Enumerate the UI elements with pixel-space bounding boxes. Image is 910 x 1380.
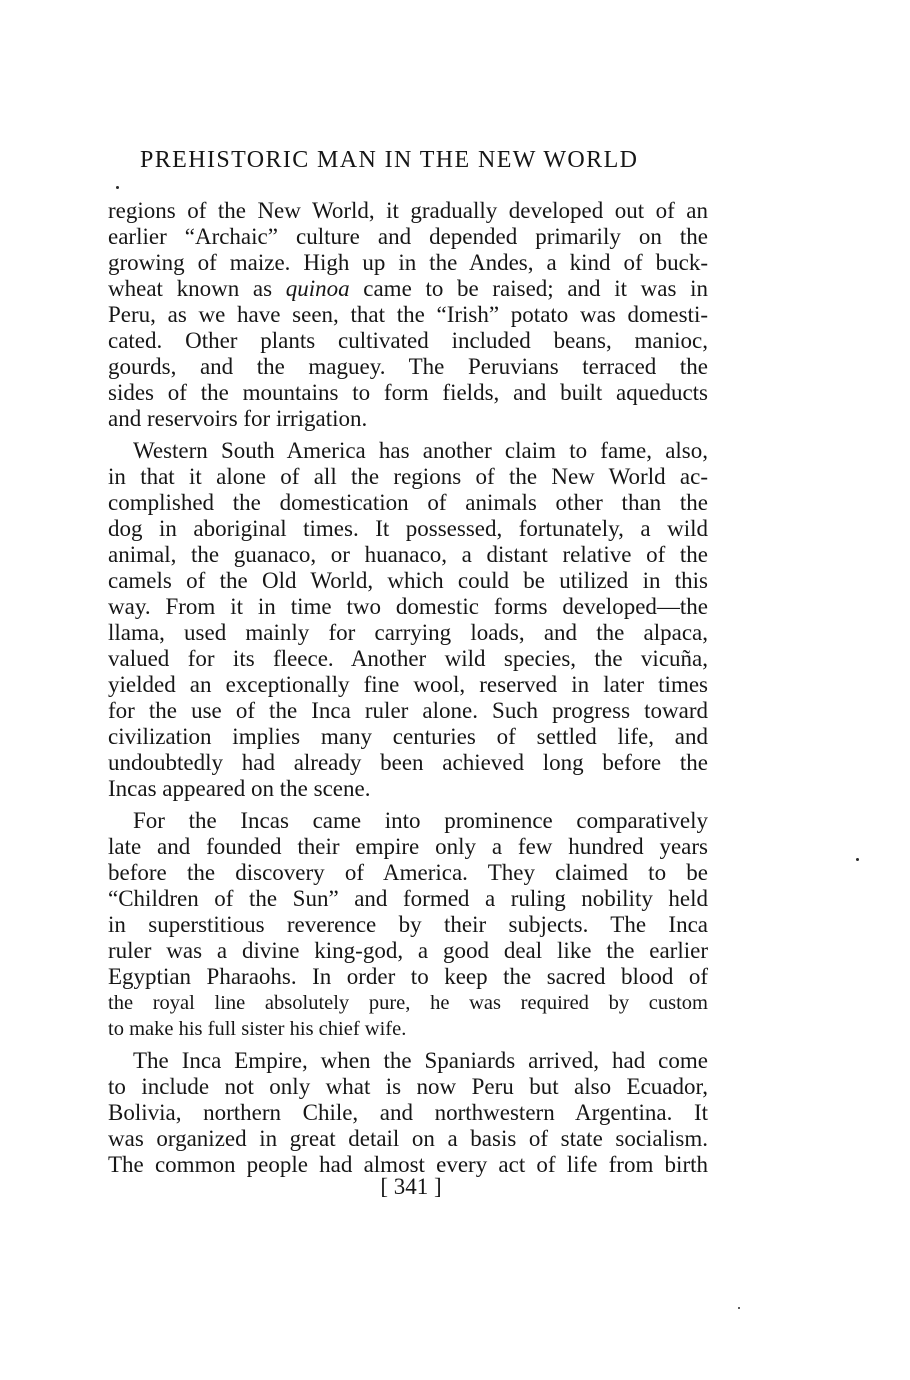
text-line: The common people had almost every act of life from birth bbox=[108, 1152, 708, 1177]
text-line: for the use of the Inca ruler alone. Such progress toward bbox=[108, 698, 708, 723]
text-line: before the discovery of America. They claimed to be bbox=[108, 860, 708, 885]
text-line: Peru, as we have seen, that the “Irish” potato was domesti- bbox=[108, 302, 708, 327]
text-line: in superstitious reverence by their subjects. The Inca bbox=[108, 912, 708, 937]
text-line: For the Incas came into prominence comparatively bbox=[133, 808, 708, 833]
text-line: valued for its fleece. Another wild species, the vicuña, bbox=[108, 646, 708, 671]
page-number: [ 341 ] bbox=[380, 1174, 442, 1199]
paragraph-1 bbox=[108, 198, 708, 432]
text-line: Bolivia, northern Chile, and northwestern Argentina. It bbox=[108, 1100, 708, 1125]
body-text bbox=[108, 198, 708, 1184]
text-line: camels of the Old World, which could be utilized in this bbox=[108, 568, 708, 593]
text-line: was organized in great detail on a basis of state socialism. bbox=[108, 1126, 708, 1151]
text-line: sides of the mountains to form fields, and built aqueducts bbox=[108, 380, 708, 405]
text-line: Western South America has another claim to fame, also, bbox=[133, 438, 708, 463]
text-line: undoubtedly had already been achieved long before the bbox=[108, 750, 708, 775]
text-line: in that it alone of all the regions of the New World ac- bbox=[108, 464, 708, 489]
text-line: regions of the New World, it gradually developed out of an bbox=[108, 198, 708, 223]
text-line: gourds, and the maguey. The Peruvians terraced the bbox=[108, 354, 708, 379]
text-line: earlier “Archaic” culture and depended primarily on the bbox=[108, 224, 708, 249]
text-line: wheat known as quinoa came to be raised; and it was in bbox=[108, 276, 709, 301]
text-line: cated. Other plants cultivated included beans, manioc, bbox=[108, 328, 708, 353]
text-line: and reservoirs for irrigation. bbox=[108, 406, 368, 431]
text-line: to make his full sister his chief wife. bbox=[108, 1018, 407, 1040]
ink-speck bbox=[116, 186, 119, 189]
text-line: llama, used mainly for carrying loads, and the alpaca, bbox=[108, 620, 708, 645]
text-line: “Children of the Sun” and formed a ruling nobility held bbox=[108, 886, 708, 911]
text-line: way. From it in time two domestic forms developed—the bbox=[108, 594, 708, 619]
paragraph-3 bbox=[108, 808, 708, 1042]
text-line: ruler was a divine king-god, a good deal like the earlier bbox=[108, 938, 708, 963]
text-line: animal, the guanaco, or huanaco, a distant relative of the bbox=[108, 542, 708, 567]
text-line: Incas appeared on the scene. bbox=[108, 776, 371, 801]
ink-speck bbox=[738, 1307, 740, 1309]
text-line: yielded an exceptionally fine wool, reserved in later times bbox=[108, 672, 708, 697]
paragraph-4 bbox=[108, 1048, 708, 1178]
text-line: civilization implies many centuries of settled life, and bbox=[108, 724, 708, 749]
text-line: dog in aboriginal times. It possessed, fortunately, a wild bbox=[108, 516, 708, 541]
running-head: PREHISTORIC MAN IN THE NEW WORLD bbox=[140, 147, 639, 173]
text-line: complished the domestication of animals other than the bbox=[108, 490, 708, 515]
text-line: The Inca Empire, when the Spaniards arrived, had come bbox=[133, 1048, 708, 1073]
text-line: late and founded their empire only a few hundred years bbox=[108, 834, 708, 859]
text-line: the royal line absolutely pure, he was required by custom bbox=[108, 992, 708, 1014]
ink-speck bbox=[856, 858, 859, 861]
text-line: growing of maize. High up in the Andes, a kind of buck- bbox=[108, 250, 708, 275]
text-line: to include not only what is now Peru but also Ecuador, bbox=[108, 1074, 708, 1099]
paragraph-2 bbox=[108, 438, 708, 802]
italic-term: quinoa bbox=[285, 276, 350, 301]
text-line: Egyptian Pharaohs. In order to keep the sacred blood of bbox=[108, 964, 708, 989]
